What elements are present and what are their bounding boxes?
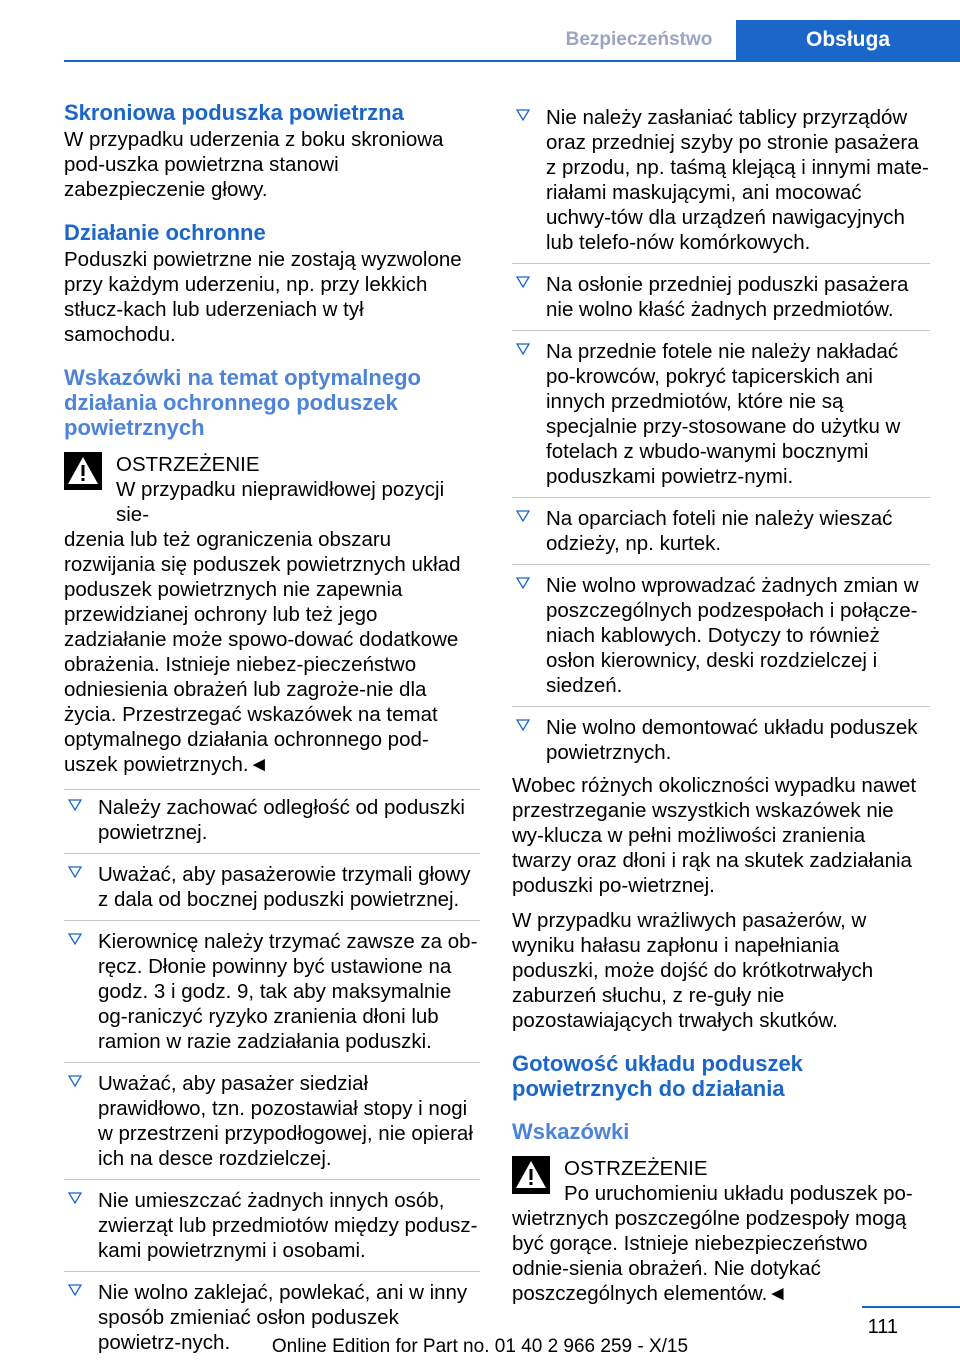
warning-text: wietrznych poszczególne podzespoły mogą być gorące. Istnieje niebezpieczeństwo odnie‐sienia obrażeń. Nie dotykać poszczególnych elementów.◄ [512, 1207, 907, 1305]
heading-protective-function: Działanie ochronne [64, 220, 266, 245]
text-side-airbag: W przypadku uderzenia z boku skroniowa pod‐uszka powietrzna stanowi zabezpieczenie głowy. [64, 128, 444, 201]
heading-airbag-readiness: Gotowość układu poduszek powietrznych do działania [512, 1051, 803, 1101]
list-item-text: Uważać, aby pasażer siedział prawidłowo, tzn. pozostawiał stopy i nogi w przestrzeni przypodłogowej, nie opierał ich na desce rozdzielczej. [98, 1072, 473, 1170]
list-item [64, 789, 480, 853]
list-item-text: Na oparciach foteli nie należy wieszać odzieży, np. kurtek. [546, 507, 893, 555]
list-item-text: Na osłonie przedniej poduszki pasażera nie wolno kłaść żadnych przedmiotów. [546, 273, 909, 321]
edition-footer: Online Edition for Part no. 01 40 2 966 259 - X/15 [271, 1336, 689, 1357]
warning-title: OSTRZEŻENIE [564, 1157, 708, 1180]
triangle-bullet-icon [516, 576, 530, 590]
header-divider [64, 60, 960, 62]
list-item [512, 497, 930, 564]
list-item [64, 920, 480, 1062]
warning-text-first-line: W przypadku nieprawidłowej pozycji sie‐ [116, 478, 445, 526]
list-item-text: Nie wolno wprowadzać żadnych zmian w poszczególnych podzespołach i połącze‐niach kablowych. Dotyczy to również osłon kierownicy, deski rozdzielczej i siedzeń. [546, 574, 919, 697]
warning-text: dzenia lub też ograniczenia obszaru rozwijania się poduszek powietrznych układ poduszek powietrznych nie zapewnia przewidzianej ochrony lub też jego zadziałanie może spowo‐dować dodatkowe obrażenia. Istnieje niebez‐pieczeństwo odniesienia obrażeń lub zagroże‐nie dla życia. Przestrzegać wskazówek na temat optymalnego działania ochronnego pod‐uszek powietrznych.◄ [64, 528, 461, 776]
precautions-list [512, 100, 930, 773]
warning-triangle-icon [64, 452, 102, 490]
list-item-text: Należy zachować odległość od poduszki powietrznej. [98, 796, 465, 844]
triangle-bullet-icon [68, 1191, 82, 1205]
text-protective-function: Poduszki powietrzne nie zostają wyzwolone przy każdym uderzeniu, np. przy lekkich stłucz‐kach lub uderzeniach w tył samochodu. [64, 248, 462, 346]
list-item-text: Uważać, aby pasażerowie trzymali głowy z dala od bocznej poduszki powietrznej. [98, 863, 471, 911]
heading-optimal-protection-tips: Wskazówki na temat optymalnego działania ochronnego poduszek powietrznych [64, 365, 421, 440]
triangle-bullet-icon [516, 342, 530, 356]
right-column [512, 100, 930, 1306]
list-item-text: Nie umieszczać żadnych innych osób, zwierząt lub przedmiotów między podusz‐kami powietrznymi i osobami. [98, 1189, 478, 1262]
text-hearing-note: W przypadku wrażliwych pasażerów, w wyniku hałasu zapłonu i napełniania poduszki, może dojść do krótkotrwałych zaburzeń słuchu, z re‐guły nie pozostawiających trwałych skutków. [512, 909, 874, 1032]
section-tab-safety: Bezpieczeństwo [565, 29, 713, 50]
triangle-bullet-icon [68, 1074, 82, 1088]
heading-side-airbag: Skroniowa poduszka powietrzna [64, 100, 404, 125]
warning-block [512, 1156, 930, 1306]
text-injury-note: Wobec różnych okoliczności wypadku nawet przestrzeganie wszystkich wskazówek nie wy‐klucza w pełni możliwości zranienia twarzy oraz dłoni i rąk na skutek zadziałania poduszki po‐wietrznej. [512, 774, 917, 897]
list-item-text: Nie wolno demontować układu poduszek powietrznych. [546, 716, 918, 764]
footer-divider [862, 1306, 960, 1308]
list-item [512, 100, 930, 263]
list-item-text: Kierownicę należy trzymać zawsze za ob‐ręcz. Dłonie powinny być ustawione na godz. 3 i godz. 9, tak aby maksymalnie og‐raniczyć ryzyko zranienia dłoni lub ramion w razie zadziałania poduszki. [98, 930, 478, 1053]
left-column [64, 100, 480, 1363]
list-item [64, 1062, 480, 1179]
triangle-bullet-icon [68, 865, 82, 879]
list-item-text: Nie należy zasłaniać tablicy przyrządów oraz przedniej szyby po stronie pasażera z przodu, np. taśmą klejącą i innymi mate‐riałami maskującymi, ani mocować uchwy‐tów dla urządzeń nawigacyjnych lub telefo‐nów komórkowych. [546, 106, 929, 254]
list-item-text: Nie wolno zaklejać, powlekać, ani w inny sposób zmieniać osłon poduszek powietrz‐nych. [98, 1281, 468, 1354]
list-item [512, 706, 930, 773]
warning-triangle-icon [512, 1156, 550, 1194]
triangle-bullet-icon [68, 1283, 82, 1297]
triangle-bullet-icon [516, 108, 530, 122]
triangle-bullet-icon [68, 932, 82, 946]
tips-list [64, 789, 480, 1363]
list-item [64, 853, 480, 920]
list-item-text: Na przednie fotele nie należy nakładać po‐krowców, pokryć tapicerskich ani innych przedmiotów, które nie są specjalnie przy‐stosowane do użytku w fotelach z wbudo‐wanymi bocznymi poduszkami powietrz‐nymi. [546, 340, 901, 488]
list-item [512, 564, 930, 706]
page-header [0, 0, 960, 62]
list-item [512, 330, 930, 497]
page-number: 111 [867, 1316, 898, 1338]
triangle-bullet-icon [516, 275, 530, 289]
list-item [64, 1179, 480, 1271]
warning-text-first-line: Po uruchomieniu układu poduszek po‐ [564, 1182, 913, 1205]
warning-block [64, 452, 480, 777]
triangle-bullet-icon [516, 509, 530, 523]
list-item [512, 263, 930, 330]
triangle-bullet-icon [68, 798, 82, 812]
heading-notes: Wskazówki [512, 1119, 630, 1144]
triangle-bullet-icon [516, 718, 530, 732]
section-tab-operation: Obsługa [736, 20, 960, 60]
warning-title: OSTRZEŻENIE [116, 453, 260, 476]
